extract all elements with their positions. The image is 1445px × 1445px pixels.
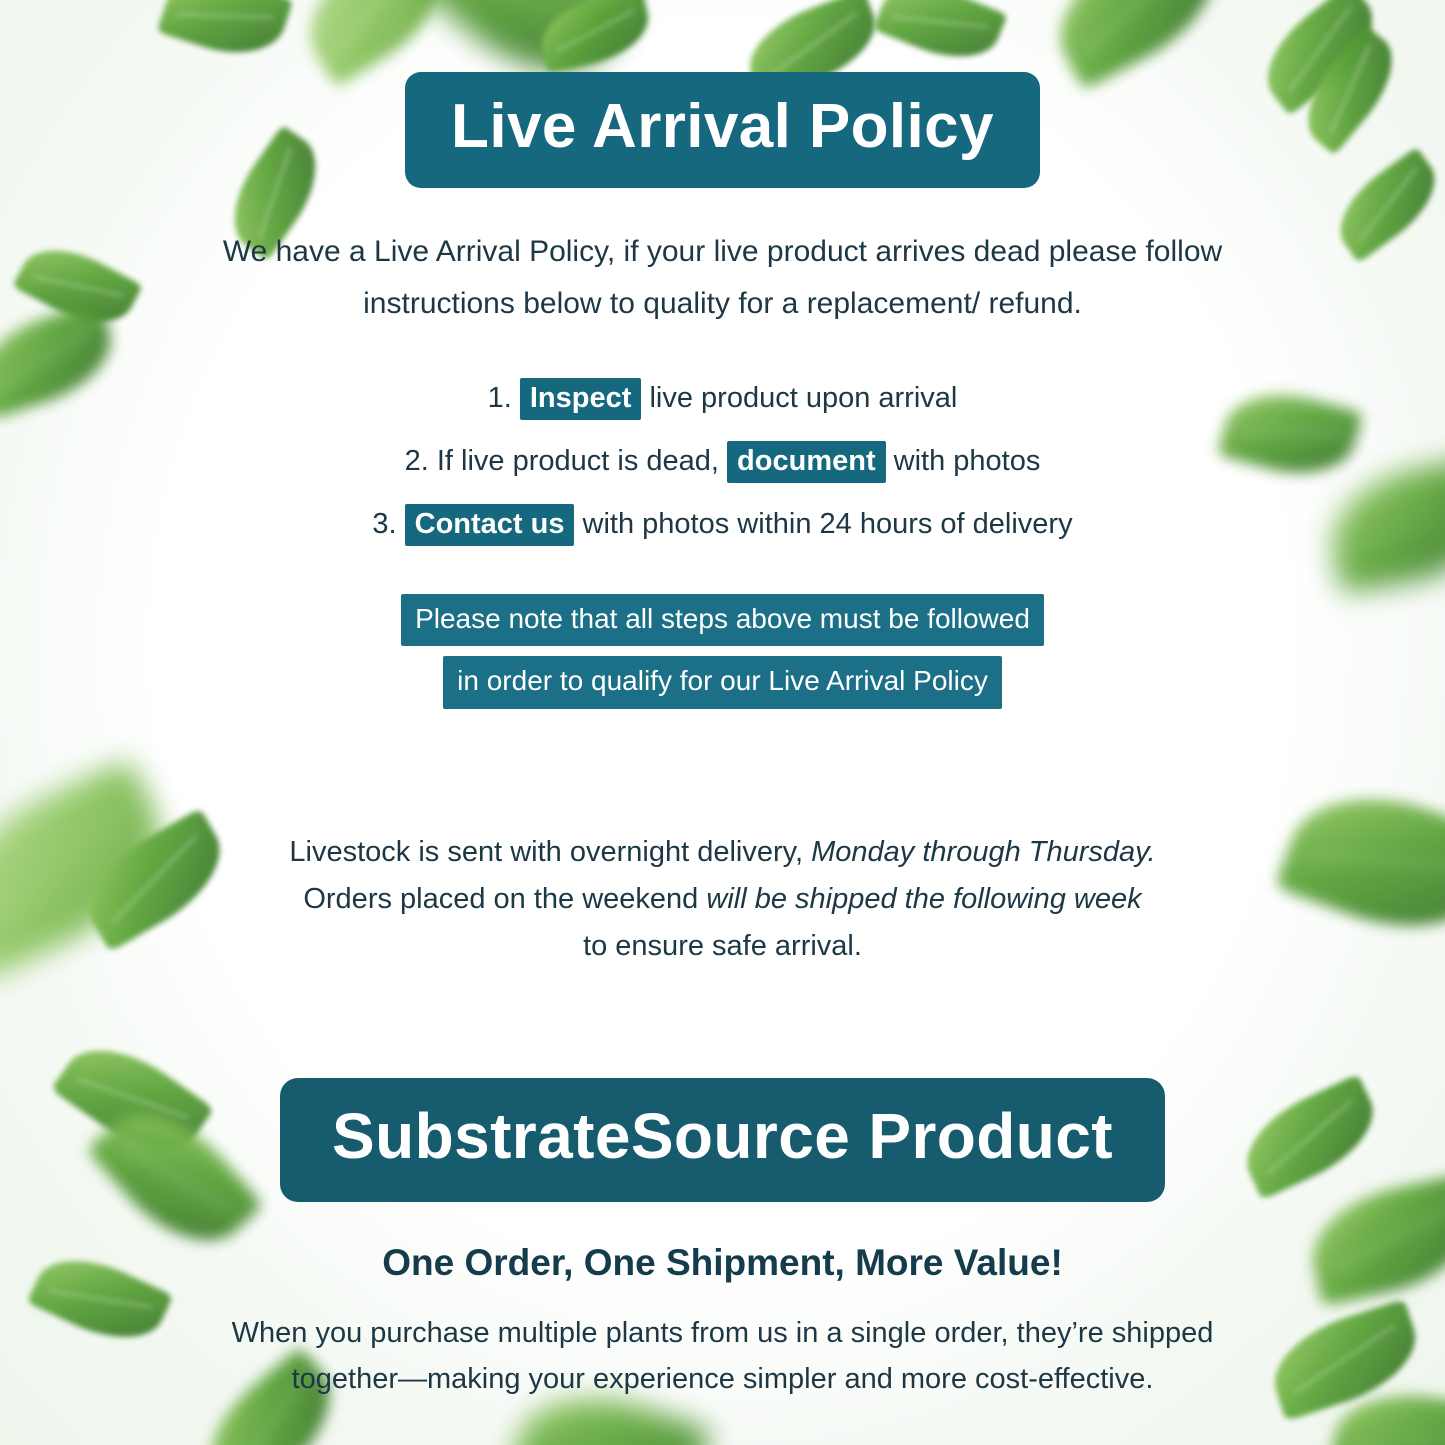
intro-line-1: We have a Live Arrival Policy, if your live product arrives dead please follow <box>222 235 1223 268</box>
list-item <box>148 444 1298 479</box>
note-line-1: Please note that all steps above must be followed <box>401 594 1044 647</box>
product-description-line-1: When you purchase multiple plants from us in a single order, they’re shipped <box>231 1316 1214 1349</box>
steps-list <box>148 381 1298 541</box>
step-text-after: with photos <box>893 444 1041 477</box>
step-number: 3. <box>372 507 397 540</box>
policy-note <box>223 594 1223 719</box>
shipping-line-3: to ensure safe arrival. <box>583 929 862 962</box>
step-highlight: document <box>727 441 886 483</box>
step-highlight: Inspect <box>520 378 642 420</box>
step-text-before: If live product is dead, <box>436 444 719 477</box>
note-line-2: in order to qualify for our Live Arrival Policy <box>443 656 1002 709</box>
product-section-title: SubstrateSource Product <box>280 1078 1165 1202</box>
step-number: 2. <box>404 444 429 477</box>
product-subheading: One Order, One Shipment, More Value! <box>382 1241 1063 1283</box>
step-highlight: Contact us <box>405 504 575 546</box>
list-item <box>148 381 1298 416</box>
product-description <box>163 1310 1283 1403</box>
shipping-paragraph <box>218 829 1228 970</box>
product-description-line-2: together—making your experience simpler and more cost-effective. <box>291 1363 1154 1396</box>
shipping-line-2: Orders placed on the weekend <box>303 882 707 915</box>
intro-line-2: instructions below to quality for a replacement/ refund. <box>363 286 1082 320</box>
shipping-line-2-italic: will be shipped the following week <box>706 882 1142 915</box>
list-item <box>148 507 1298 542</box>
step-number: 1. <box>487 382 512 415</box>
shipping-line-1-italic: Monday through Thursday. <box>811 835 1156 868</box>
step-text-after: live product upon arrival <box>649 382 958 415</box>
page-title: Live Arrival Policy <box>405 72 1040 188</box>
step-text-after: with photos within 24 hours of delivery <box>582 507 1073 540</box>
intro-paragraph <box>168 226 1278 329</box>
shipping-line-1: Livestock is sent with overnight delivery, <box>289 835 812 868</box>
